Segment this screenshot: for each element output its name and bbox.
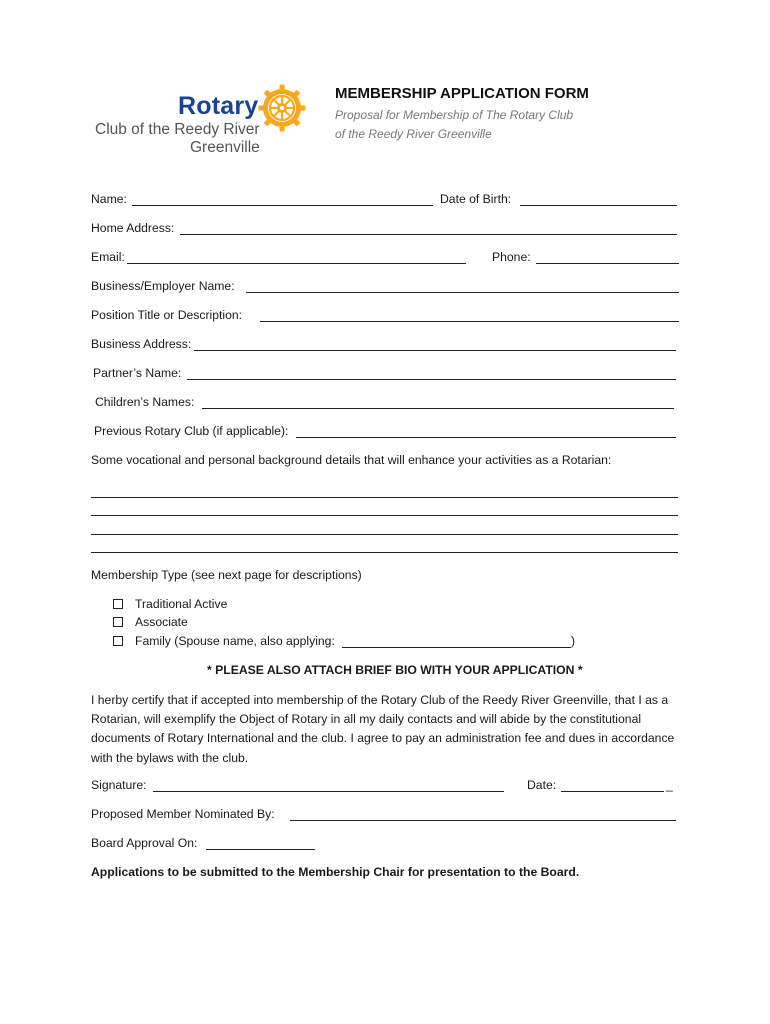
employer-label: Business/Employer Name: — [91, 279, 235, 293]
children-field[interactable] — [202, 408, 674, 409]
membership-option[interactable] — [113, 597, 227, 612]
membership-option-label: Family (Spouse name, also applying: — [135, 634, 335, 648]
form-subtitle-line2: of the Reedy River Greenville — [335, 127, 492, 141]
email-field[interactable] — [127, 263, 466, 264]
membership-heading: Membership Type (see next page for descriptions) — [91, 568, 362, 582]
logo-brand: Rotary — [178, 92, 259, 120]
submission-note: Applications to be submitted to the Membership Chair for presentation to the Board. — [91, 865, 580, 879]
membership-option[interactable] — [113, 615, 188, 630]
signature-label: Signature: — [91, 778, 147, 792]
email-label: Email: — [91, 250, 125, 264]
form-title: MEMBERSHIP APPLICATION FORM — [335, 85, 589, 102]
background-line[interactable] — [91, 534, 678, 535]
certification-text: I herby certify that if accepted into membership of the Rotary Club of the Reedy River Greenville, that I as a Rotarian, will exemplify the Object of Rotary in all my daily contacts and will abide by the constitutional documents of Rotary International and the club. I agree to pay an administration fee and dues in accordance with the bylaws with the club. — [91, 693, 675, 765]
business-address-field[interactable] — [194, 350, 676, 351]
date-tail: _ — [666, 778, 673, 792]
logo-city: Greenville — [190, 139, 260, 156]
name-field[interactable] — [132, 205, 433, 206]
date-field[interactable] — [561, 791, 664, 792]
checkbox-icon[interactable] — [113, 636, 123, 646]
dob-field[interactable] — [520, 205, 677, 206]
previous-club-label: Previous Rotary Club (if applicable): — [94, 424, 289, 438]
form-subtitle-line1: Proposal for Membership of The Rotary Club — [335, 108, 574, 122]
nominated-label: Proposed Member Nominated By: — [91, 807, 275, 821]
phone-field[interactable] — [536, 263, 679, 264]
partner-field[interactable] — [187, 379, 676, 380]
background-prompt: Some vocational and personal background details that will enhance your activities as a Rotarian: — [91, 453, 612, 467]
children-label: Children’s Names: — [95, 395, 195, 409]
date-label: Date: — [527, 778, 557, 792]
previous-club-field[interactable] — [296, 437, 676, 438]
position-field[interactable] — [260, 321, 679, 322]
background-line[interactable] — [91, 552, 678, 553]
business-address-label: Business Address: — [91, 337, 192, 351]
name-label: Name: — [91, 192, 127, 206]
phone-label: Phone: — [492, 250, 531, 264]
signature-field[interactable] — [153, 791, 504, 792]
background-line[interactable] — [91, 515, 678, 516]
employer-field[interactable] — [246, 292, 679, 293]
membership-option[interactable] — [113, 634, 335, 649]
partner-label: Partner’s Name: — [93, 366, 182, 380]
home-address-field[interactable] — [180, 234, 677, 235]
position-label: Position Title or Description: — [91, 308, 243, 322]
checkbox-icon[interactable] — [113, 599, 123, 609]
bio-notice: * PLEASE ALSO ATTACH BRIEF BIO WITH YOUR APPLICATION * — [207, 663, 583, 677]
dob-label: Date of Birth: — [440, 192, 512, 206]
rotary-wheel-icon — [257, 83, 307, 133]
family-close-paren: ) — [571, 634, 576, 648]
spouse-name-field[interactable] — [342, 647, 571, 648]
home-address-label: Home Address: — [91, 221, 175, 235]
logo-club-name: Club of the Reedy River — [95, 121, 260, 138]
membership-option-label: Associate — [135, 615, 188, 629]
board-approval-field[interactable] — [206, 849, 315, 850]
checkbox-icon[interactable] — [113, 617, 123, 627]
background-line[interactable] — [91, 497, 678, 498]
membership-option-label: Traditional Active — [135, 597, 228, 611]
board-approval-label: Board Approval On: — [91, 836, 198, 850]
nominated-field[interactable] — [290, 820, 676, 821]
